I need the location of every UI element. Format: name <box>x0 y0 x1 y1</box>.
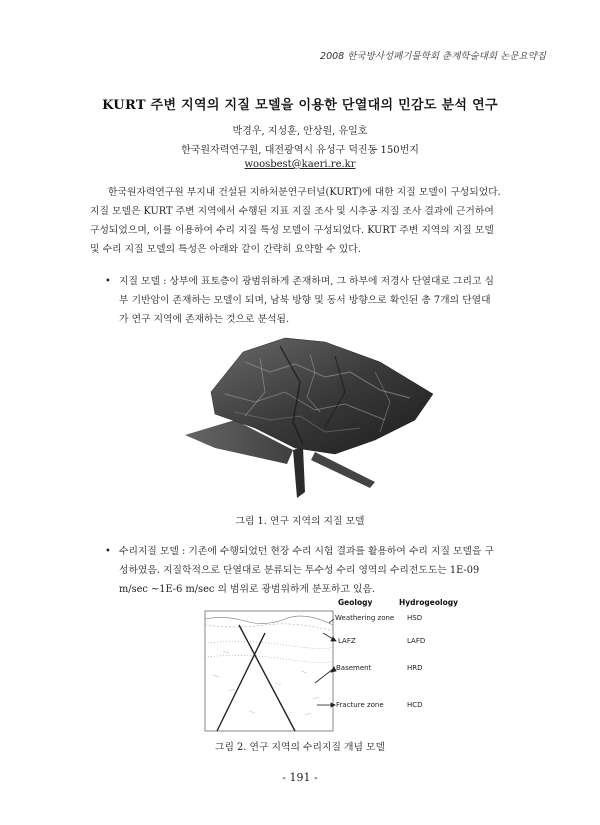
label-basement: Basement <box>336 664 372 672</box>
bullet-line: m/sec ~1E-6 m/sec 의 범위로 광범위하게 분포하고 있음. <box>119 584 375 595</box>
intro-line: 한국원자력연구원 부지내 건설된 지하처분연구터널(KURT)에 대한 지질 모델이 구성되었다. <box>108 187 501 198</box>
email <box>0 159 600 170</box>
label-weathering-zone: Weathering zone <box>335 614 395 622</box>
label-lafd: LAFD <box>407 637 426 645</box>
bullet-dot: • <box>105 276 111 287</box>
intro-line: 지질 모델은 KURT 주변 지역에서 수행된 지표 지질 조사 및 시추공 지질 조사 결과에 근거하여 <box>90 206 494 217</box>
bullet-line: 지질 모델 : 상부에 표토층이 광범위하게 존재하며, 그 하부에 저경사 단열대로 그리고 심 <box>119 276 495 287</box>
bullet-hydrogeology-model <box>105 542 515 599</box>
email-link[interactable]: woosbest@kaeri.re.kr <box>244 159 356 170</box>
bullet-line: 성하였음. 지질학적으로 단열대로 분류되는 투수성 수리 영역의 수리전도도는 1E-09 <box>119 565 480 576</box>
page-number: - 191 - <box>282 771 318 784</box>
figure-1-geology-model-image <box>175 332 437 502</box>
bullet-dot: • <box>105 546 111 557</box>
authors: 박경우, 지성훈, 안상원, 유일호 <box>232 126 368 137</box>
label-fracture-zone: Fracture zone <box>336 701 384 709</box>
geology-header: Geology <box>338 598 373 607</box>
figure-2-conceptual-diagram <box>205 595 458 735</box>
label-hsd: HSD <box>407 614 423 622</box>
bullet-line: 수리지질 모델 : 기존에 수행되었던 현장 수리 시험 결과를 활용하여 수리 지질 모델을 구 <box>119 546 495 557</box>
bullet-line: 가 연구 지역에 존재하는 것으로 분석됨. <box>119 314 290 325</box>
bullet-geology-model <box>105 272 515 329</box>
figure-1-caption: 그림 1. 연구 지역의 지질 모델 <box>235 516 365 527</box>
label-lafz: LAFZ <box>338 637 356 645</box>
hydrogeology-header: Hydrogeology <box>399 598 458 607</box>
figure-2-caption: 그림 2. 연구 지역의 수리지질 개념 모델 <box>215 742 385 753</box>
intro-line: 구성되었으며, 이를 이용하여 수리 지질 특성 모델이 구성되었다. KURT 주변 지역의 지질 모델 <box>90 225 494 236</box>
block-outline <box>205 611 333 731</box>
bullet-line: 부 기반암이 존재하는 모델이 되며, 남북 방향 및 동서 방향으로 확인된 총 7개의 단열대 <box>119 295 491 306</box>
intro-paragraph <box>90 183 510 259</box>
intro-line: 및 수리 지질 모델의 특성은 아래와 같이 간략히 요약할 수 있다. <box>90 244 361 255</box>
proceedings-header: 2008 한국방사성폐기물학회 춘계학술대회 논문요약집 <box>320 51 546 62</box>
affiliation: 한국원자력연구원, 대전광역시 유성구 덕진동 150번지 <box>181 145 419 156</box>
label-hrd: HRD <box>407 664 423 672</box>
label-hcd: HCD <box>407 701 423 709</box>
paper-title: KURT 주변 지역의 지질 모델을 이용한 단열대의 민감도 분석 연구 <box>102 98 498 113</box>
